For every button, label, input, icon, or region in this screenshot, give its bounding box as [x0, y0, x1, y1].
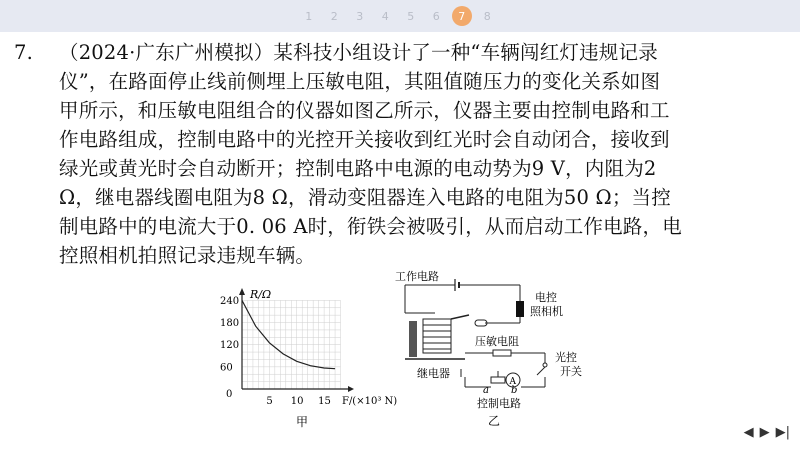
camera-label: 电控	[535, 291, 557, 304]
last-slide-button[interactable]: ▶|	[775, 425, 790, 440]
camera-label: 照相机	[530, 305, 563, 318]
page-dot-6[interactable]: 6	[432, 9, 440, 23]
question-line: 绿光或黄光时会自动断开；控制电路中电源的电动势为9 V，内阻为2	[59, 157, 657, 180]
graph-caption: 甲	[296, 415, 309, 428]
light-switch-label: 光控	[555, 351, 577, 364]
y-axis-arrow-icon	[239, 288, 245, 295]
question-number: 7.	[14, 41, 34, 64]
question-line: 作电路组成，控制电路中的光控开关接收到红光时会自动闭合，接收到	[59, 128, 670, 151]
x-axis-arrow-icon	[348, 386, 354, 392]
page-indicator	[296, 6, 500, 26]
y-tick-labels	[220, 296, 239, 373]
y-tick-label: 60	[220, 362, 233, 374]
question-line: Ω，继电器线圈电阻为8 Ω，滑动变阻器连入电路的电阻为50 Ω；当控	[59, 186, 671, 209]
question-line: 甲所示，和压敏电阻组合的仪器如图乙所示，仪器主要由控制电路和工	[59, 99, 670, 122]
control-circuit-label: 控制电路	[477, 397, 521, 410]
y-axis-label: R/Ω	[250, 288, 272, 301]
y-tick-label: 180	[220, 318, 240, 330]
pressure-sensor-icon	[493, 350, 511, 356]
next-slide-button[interactable]: ▶	[759, 425, 770, 440]
page-dot-3[interactable]: 3	[356, 9, 364, 23]
camera-icon	[516, 301, 524, 317]
armature-icon	[451, 315, 469, 319]
point-a-label: a	[483, 385, 489, 396]
page-dot-5[interactable]: 5	[407, 9, 415, 23]
relay-coil-icon	[423, 319, 451, 353]
y-tick-label: 240	[220, 295, 240, 307]
question-line: 控照相机拍照记录违规车辆。	[59, 244, 316, 267]
x-tick-labels	[266, 396, 330, 407]
slide-navigation	[744, 425, 790, 440]
page-dot-4[interactable]: 4	[381, 9, 389, 23]
x-tick-label: 5	[266, 396, 273, 407]
question-line: （2024·广东广州模拟）某科技小组设计了一种“车辆闯红灯违规记录	[59, 41, 658, 64]
light-switch-label: 开关	[560, 365, 582, 378]
question-line: 制电路中的电流大于0. 06 A时，衔铁会被吸引，从而启动工作电路，电	[59, 215, 682, 238]
page-dot-7[interactable]: 7	[452, 6, 472, 26]
x-axis-label: F/(×10³ N)	[342, 396, 398, 407]
question-text	[14, 38, 790, 270]
relay-label: 继电器	[417, 367, 450, 380]
rheostat-icon	[491, 377, 505, 383]
resistance-curve	[242, 300, 335, 368]
circuit-figure	[395, 265, 595, 427]
question-body	[59, 38, 790, 270]
relay-core-icon	[409, 321, 417, 357]
question-line: 仪”，在路面停止线前侧埋上压敏电阻，其阻值随压力的变化关系如图	[59, 70, 661, 93]
sensor-label: 压敏电阻	[475, 335, 519, 348]
ammeter-label: A	[509, 377, 516, 387]
origin-label: 0	[226, 389, 233, 400]
light-switch-icon	[537, 367, 545, 375]
circuit-caption: 乙	[488, 414, 501, 427]
graph-figure	[220, 283, 420, 428]
page-dot-2[interactable]: 2	[330, 9, 338, 23]
work-circuit-label: 工作电路	[395, 270, 439, 283]
page-dot-1[interactable]: 1	[305, 9, 313, 23]
prev-slide-button[interactable]: ◀	[743, 425, 754, 440]
point-b-label: b	[511, 385, 518, 396]
graph-grid	[242, 300, 341, 389]
slide-progress-bar	[0, 0, 800, 32]
x-tick-label: 15	[318, 396, 331, 407]
x-tick-label: 10	[290, 396, 304, 407]
y-tick-label: 120	[220, 340, 240, 352]
page-dot-8[interactable]: 8	[483, 9, 491, 23]
